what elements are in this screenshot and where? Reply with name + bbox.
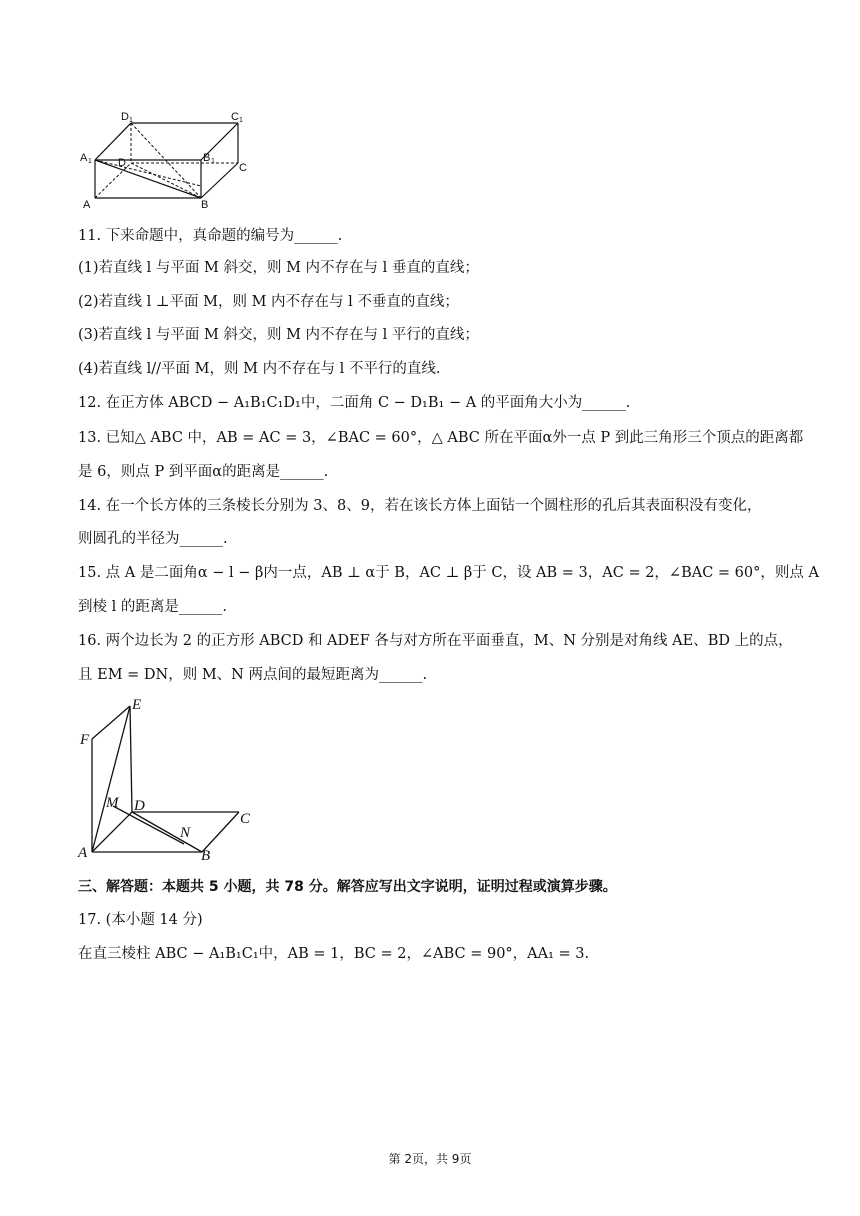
figure-cuboid xyxy=(78,108,258,212)
label-B: B xyxy=(201,199,209,211)
question-12: 12. 在正方体 ABCD − A₁B₁C₁D₁中，二面角 C − D₁B₁ − A 的平面角大小为______. xyxy=(78,395,631,411)
label-B: B xyxy=(201,848,211,864)
label-E: E xyxy=(132,697,142,713)
question-13-line-1: 13. 已知△ ABC 中，AB = AC = 3，∠BAC = 60°，△ ABC 所在平面α外一点 P 到此三角形三个顶点的距离都 xyxy=(78,430,804,446)
label-D1-sub: 1 xyxy=(129,117,133,124)
label-D: D xyxy=(134,798,145,814)
question-16-line-1: 16. 两个边长为 2 的正方形 ABCD 和 ADEF 各与对方所在平面垂直，M、N 分别是对角线 AE、BD 上的点， xyxy=(78,633,793,649)
question-11-option-1: (1)若直线 l 与平面 M 斜交，则 M 内不存在与 l 垂直的直线； xyxy=(78,260,479,276)
question-11-option-4: (4)若直线 l//平面 M，则 M 内不存在与 l 不平行的直线. xyxy=(78,361,441,377)
label-A1-sub: 1 xyxy=(88,158,92,165)
figure-squares xyxy=(74,694,264,864)
question-14-line-1: 14. 在一个长方体的三条棱长分别为 3、8、9，若在该长方体上面钻一个圆柱形的孔后其表面积没有变化， xyxy=(78,498,762,514)
label-B1: B xyxy=(203,152,211,164)
label-F: F xyxy=(80,732,90,748)
question-16-line-2: 且 EM = DN，则 M、N 两点间的最短距离为______. xyxy=(78,667,428,683)
label-D: D xyxy=(118,157,126,169)
label-C1-sub: 1 xyxy=(239,117,243,124)
label-D1: D xyxy=(121,111,129,123)
question-17-header: 17. (本小题 14 分) xyxy=(78,912,203,928)
section-3-heading: 三、解答题：本题共 5 小题，共 78 分。解答应写出文字说明，证明过程或演算步骤。 xyxy=(78,879,617,895)
label-A: A xyxy=(78,845,88,861)
label-N: N xyxy=(180,825,191,841)
question-11-option-3: (3)若直线 l 与平面 M 斜交，则 M 内不存在与 l 平行的直线； xyxy=(78,327,479,343)
question-15-line-1: 15. 点 A 是二面角α − l − β内一点，AB ⊥ α于 B，AC ⊥ β于 C，设 AB = 3，AC = 2，∠BAC = 60°，则点 A xyxy=(78,565,819,581)
label-C: C xyxy=(239,162,247,174)
page-footer: 第 2页，共 9页 xyxy=(388,1152,472,1166)
label-C1: C xyxy=(231,111,239,123)
question-11: 11. 下来命题中，真命题的编号为______. xyxy=(78,228,343,244)
label-A1: A xyxy=(80,152,88,164)
question-17-body: 在直三棱柱 ABC − A₁B₁C₁中，AB = 1，BC = 2，∠ABC = 90°，AA₁ = 3. xyxy=(78,946,590,962)
question-14-line-2: 则圆孔的半径为______. xyxy=(78,531,228,547)
question-15-line-2: 到棱 l 的距离是______. xyxy=(78,599,227,615)
label-B1-sub: 1 xyxy=(211,158,215,165)
label-A: A xyxy=(83,199,91,211)
label-M: M xyxy=(106,795,119,811)
question-11-option-2: (2)若直线 l ⊥平面 M，则 M 内不存在与 l 不垂直的直线； xyxy=(78,294,459,310)
question-13-line-2: 是 6，则点 P 到平面α的距离是______. xyxy=(78,464,329,480)
label-C: C xyxy=(240,811,251,827)
